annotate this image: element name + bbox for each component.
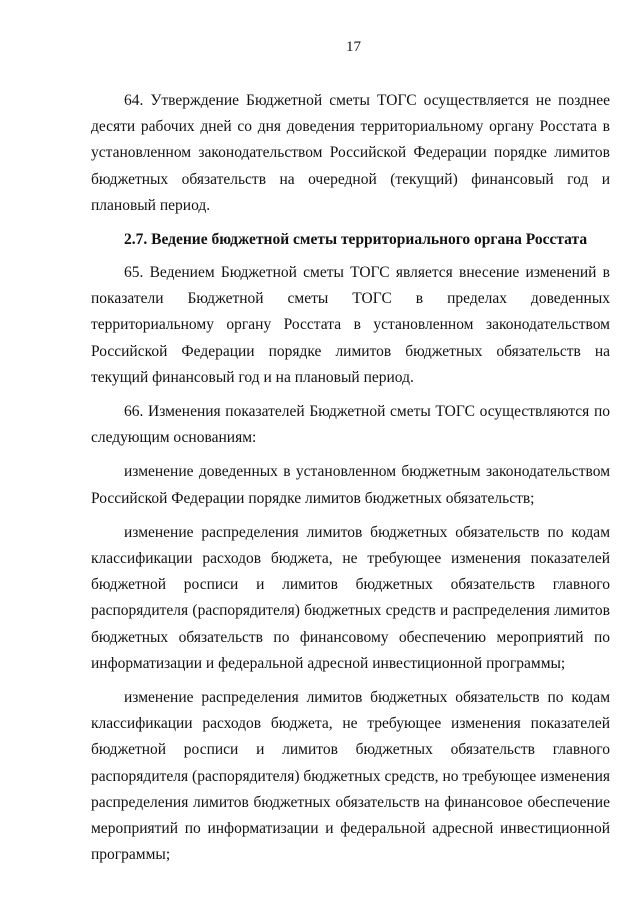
paragraph-65: 65. Ведением Бюджетной сметы ТОГС является внесение изменений в показатели Бюджетной сметы ТОГС в пределах доведенных территориальному органу Росстата в установленном законодательством Российской Федерации порядке лимитов бюджетных обязательств на текущий финансовый год и на плановый период. xyxy=(91,264,610,386)
paragraph-64: 64. Утверждение Бюджетной сметы ТОГС осуществляется не позднее десяти рабочих дней со дня доведения территориальному органу Росстата в установленном законодательством Российской Федерации порядке лимитов бюджетных обязательств на очередной (текущий) финансовый год и плановый период. xyxy=(91,92,610,214)
paragraph-66-item-2: изменение распределения лимитов бюджетных обязательств по кодам классификации расходов бюджета, не требующее изменения показателей бюджетной росписи и лимитов бюджетных обязательств главного распорядителя (распорядителя) бюджетных средств и распределения лимитов бюджетных обязательств по финансовому обеспечению мероприятий по информатизации и федеральной адресной инвестиционной программы; xyxy=(91,523,610,672)
section-heading-2-7: 2.7. Ведение бюджетной сметы территориального органа Росстата xyxy=(124,231,588,249)
paragraph-66: 66. Изменения показателей Бюджетной сметы ТОГС осуществляются по следующим основаниям: xyxy=(91,403,610,447)
paragraph-66-item-3: изменение распределения лимитов бюджетных обязательств по кодам классификации расходов бюджета, не требующее изменения показателей бюджетной росписи и лимитов бюджетных обязательств главного распорядителя (распорядителя) бюджетных средств, но требующее изменения распределения лимитов бюджетных обязательств на финансовое обеспечение мероприятий по информатизации и федеральной адресной инвестиционной программы; xyxy=(91,689,610,864)
paragraph-66-item-1: изменение доведенных в установленном бюджетным законодательством Российской Федерации порядке лимитов бюджетных обязательств; xyxy=(91,463,610,507)
page-number: 17 xyxy=(346,39,361,55)
